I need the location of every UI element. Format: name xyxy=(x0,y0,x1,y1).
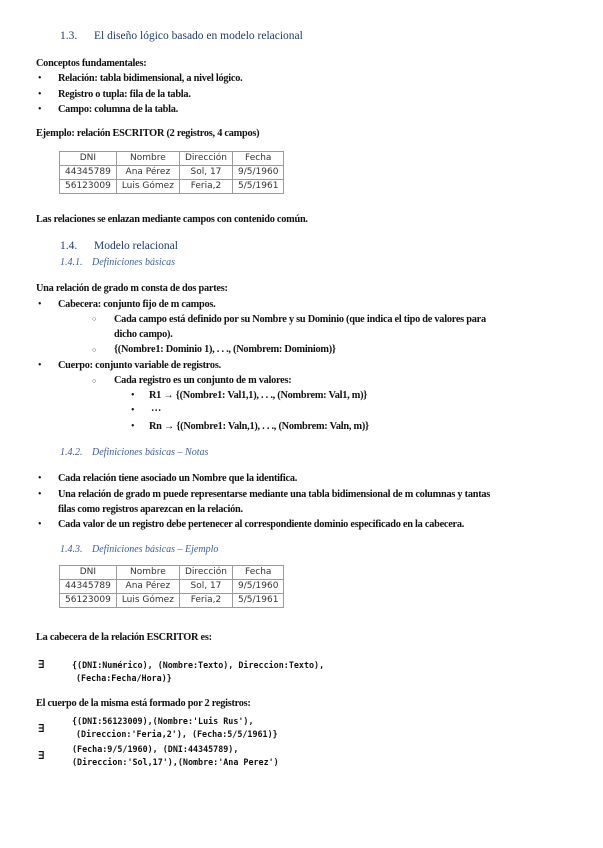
circle-bullet-icon: ○ xyxy=(92,377,97,385)
cabecera-sub-item: Cada campo está definido por su Nombre y su Dominio (que indica el tipo de valores para xyxy=(114,314,486,325)
table-cell: 9/5/1960 xyxy=(233,580,284,594)
relations-text: Las relaciones se enlazan mediante campos con contenido común. xyxy=(36,214,308,225)
subsection-1-4-1-heading: 1.4.1. Definiciones básicas xyxy=(60,257,176,268)
record-code-2: (Fecha:9/5/1960), (DNI:44345789), (Direccion:'Sol,17'),(Nombre:'Ana Perez') xyxy=(72,744,279,767)
table-cell: Ana Pérez xyxy=(116,166,179,180)
ellipsis: … xyxy=(151,403,162,414)
table-header-row xyxy=(60,566,284,580)
cabecera-formula: {(Nombre1: Dominio 1), . . ., (Nombrem: Dominiom)} xyxy=(114,344,336,355)
table-cell: Sol, 17 xyxy=(179,580,232,594)
bullet-icon: • xyxy=(38,89,42,100)
bullet-icon: • xyxy=(38,360,42,371)
table-cell: 5/5/1961 xyxy=(233,180,284,194)
subsection-1-4-3-heading: 1.4.3. Definiciones básicas – Ejemplo xyxy=(60,544,219,555)
table-cell: Ana Pérez xyxy=(116,580,179,594)
definition-intro: Una relación de grado m consta de dos partes: xyxy=(36,283,228,294)
table-cell: Feria,2 xyxy=(179,180,232,194)
bullet-icon: • xyxy=(131,390,135,401)
cabecera-sub-item-cont: dicho campo). xyxy=(114,329,173,340)
table-row xyxy=(60,580,284,594)
bullet-icon: • xyxy=(38,489,42,500)
cabecera-item: Cabecera: conjunto fijo de m campos. xyxy=(58,299,216,310)
table-header-row xyxy=(60,152,284,166)
exists-icon: ∃ xyxy=(38,723,45,735)
record-code-1: {(DNI:56123009),(Nombre:'Luis Rus'), (Direccion:'Feria,2'), (Fecha:5/5/1961)} xyxy=(72,716,278,739)
note-item: Cada valor de un registro debe pertenecer al correspondiente dominio especificado en la cabecera. xyxy=(58,519,465,530)
concept-item: Relación: tabla bidimensional, a nivel lógico. xyxy=(58,73,243,84)
exists-icon: ∃ xyxy=(38,750,45,762)
cabecera-code: {(DNI:Numérico), (Nombre:Texto), Direccion:Texto), (Fecha:Fecha/Hora)} xyxy=(72,660,325,683)
bullet-icon: • xyxy=(38,299,42,310)
table-cell: 9/5/1960 xyxy=(233,166,284,180)
column-header: DNI xyxy=(60,152,117,166)
column-header: Nombre xyxy=(116,152,179,166)
concept-item: Campo: columna de la tabla. xyxy=(58,104,178,115)
bullet-icon: • xyxy=(38,73,42,84)
escritor-table xyxy=(59,151,284,194)
cuerpo-label: El cuerpo de la misma está formado por 2 registros: xyxy=(36,698,251,709)
concept-item: Registro o tupla: fila de la tabla. xyxy=(58,89,191,100)
note-item: Una relación de grado m puede representarse mediante una tabla bidimensional de m columnas y tantas xyxy=(58,489,491,500)
column-header: Nombre xyxy=(116,566,179,580)
column-header: Dirección xyxy=(179,152,232,166)
cuerpo-sub-item: Cada registro es un conjunto de m valores: xyxy=(114,375,292,386)
example-label: Ejemplo: relación ESCRITOR (2 registros, 4 campos) xyxy=(36,128,260,139)
escritor-example-table xyxy=(59,565,284,608)
table-cell: 56123009 xyxy=(60,180,117,194)
column-header: Fecha xyxy=(233,152,284,166)
column-header: DNI xyxy=(60,566,117,580)
table-cell: Luis Gómez xyxy=(116,180,179,194)
exists-icon: ∃ xyxy=(38,659,45,671)
bullet-icon: • xyxy=(38,519,42,530)
column-header: Fecha xyxy=(233,566,284,580)
bullet-icon: • xyxy=(131,421,135,432)
table-cell: Luis Gómez xyxy=(116,594,179,608)
table-cell: 56123009 xyxy=(60,594,117,608)
circle-bullet-icon: ○ xyxy=(92,346,97,354)
section-1-4-heading: 1.4. Modelo relacional xyxy=(60,240,178,252)
record-formula-1: R1 → {(Nombre1: Val1,1), . . ., (Nombrem: Val1, m)} xyxy=(149,390,368,401)
table-row xyxy=(60,180,284,194)
column-header: Dirección xyxy=(179,566,232,580)
table-cell: 44345789 xyxy=(60,580,117,594)
bullet-icon: • xyxy=(131,405,135,416)
concepts-heading: Conceptos fundamentales: xyxy=(36,58,147,69)
table-cell: Sol, 17 xyxy=(179,166,232,180)
subsection-1-4-2-heading: 1.4.2. Definiciones básicas – Notas xyxy=(60,447,209,458)
cuerpo-item: Cuerpo: conjunto variable de registros. xyxy=(58,360,221,371)
table-cell: 5/5/1961 xyxy=(233,594,284,608)
record-formula-n: Rn → {(Nombre1: Valn,1), . . ., (Nombrem: Valn, m)} xyxy=(149,421,369,432)
bullet-icon: • xyxy=(38,473,42,484)
table-cell: 44345789 xyxy=(60,166,117,180)
section-1-3-heading: 1.3. El diseño lógico basado en modelo relacional xyxy=(60,30,303,42)
table-cell: Feria,2 xyxy=(179,594,232,608)
circle-bullet-icon: ○ xyxy=(92,315,97,323)
table-row xyxy=(60,594,284,608)
note-item-cont: filas como registros aparezcan en la relación. xyxy=(58,504,243,515)
table-row xyxy=(60,166,284,180)
cabecera-label: La cabecera de la relación ESCRITOR es: xyxy=(36,632,212,643)
note-item: Cada relación tiene asociado un Nombre que la identifica. xyxy=(58,473,298,484)
bullet-icon: • xyxy=(38,104,42,115)
